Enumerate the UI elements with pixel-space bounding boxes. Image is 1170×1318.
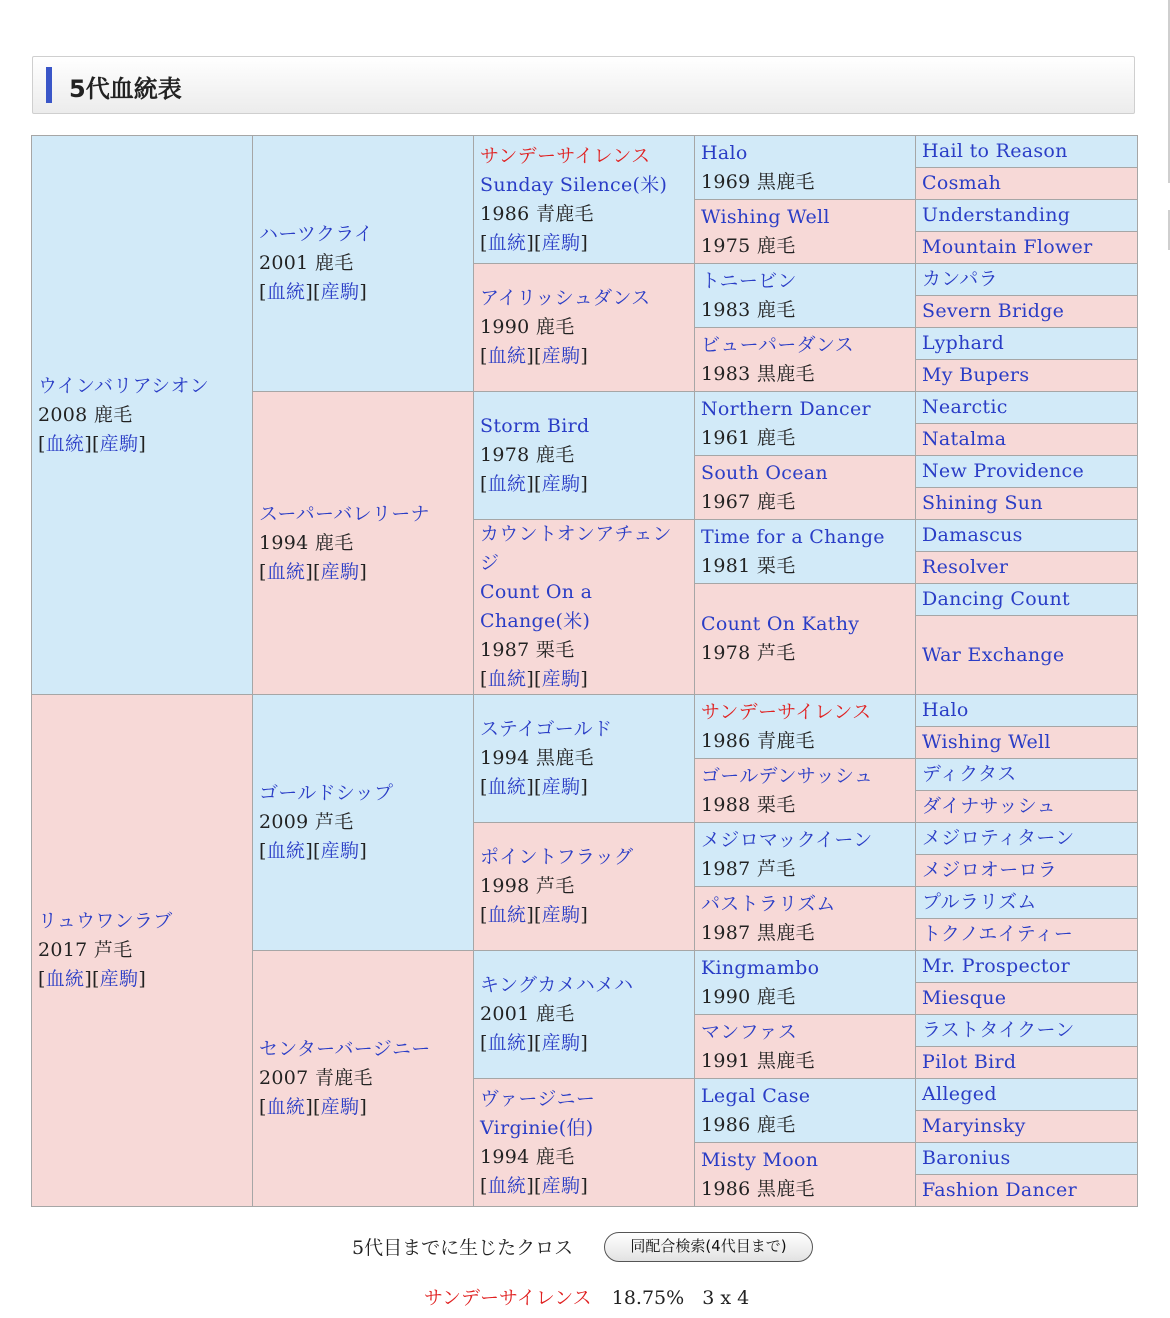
gen5-cell-11 [916, 456, 1138, 488]
gen5-cell-27 [916, 1015, 1138, 1047]
gen3-name-8[interactable]: ヴァージニー [480, 1087, 596, 1110]
gen4-info-10: 1988 栗毛 [701, 793, 796, 816]
gen3-links-1: [血統][産駒] [480, 231, 589, 254]
offspring-link[interactable]: 産駒 [320, 560, 360, 583]
same-mating-search-button[interactable]: 同配合検索(4代目まで) [604, 1232, 813, 1262]
gen2-links-3: [血統][産駒] [259, 840, 368, 862]
gen2-name-4[interactable]: センターバージニー [259, 1038, 431, 1060]
gen2-info-2: 1994 鹿毛 [259, 531, 354, 554]
gen5-cell-15 [916, 584, 1138, 616]
gen4-info-7: 1981 栗毛 [701, 554, 796, 577]
gen2-cell-2 [253, 392, 474, 695]
gen4-cell-14 [695, 1015, 916, 1079]
gen4-info-1: 1969 黒鹿毛 [701, 170, 815, 193]
gen2-cell-4 [253, 951, 474, 1207]
pedigree-link[interactable]: 血統 [266, 560, 306, 583]
gen4-cell-15 [695, 1079, 916, 1143]
gen3-name-2[interactable]: アイリッシュダンス [480, 287, 651, 309]
gen3-name-en-1[interactable]: Sunday Silence(米) [480, 173, 668, 196]
gen5-cell-31 [916, 1143, 1138, 1175]
gen5-name-32[interactable]: Fashion Dancer [922, 1179, 1077, 1201]
gen2-name-2[interactable]: スーパーバレリーナ [259, 502, 430, 525]
gen4-info-3: 1983 鹿毛 [701, 298, 796, 321]
gen4-name-12[interactable]: パストラリズム [701, 892, 836, 915]
gen1-sire-links: [血統][産駒] [38, 432, 147, 455]
pedigree-link[interactable]: 血統 [266, 281, 306, 303]
pedigree-link[interactable]: 血統 [45, 968, 85, 990]
gen5-name-18[interactable]: Wishing Well [922, 731, 1051, 753]
gen3-name-en-8[interactable]: Virginie(伯) [480, 1116, 594, 1139]
cross-result [424, 1283, 749, 1310]
offspring-link[interactable]: 産駒 [541, 668, 581, 690]
gen5-name-2[interactable]: Cosmah [922, 172, 1002, 194]
gen4-cell-7 [695, 520, 916, 584]
cross-horse-name[interactable]: サンデーサイレンス [424, 1287, 592, 1309]
gen4-name-15[interactable]: Legal Case [701, 1084, 811, 1107]
gen5-cell-12 [916, 488, 1138, 520]
gen5-name-27[interactable]: ラストタイクーン [922, 1019, 1075, 1041]
gen1-sire-name[interactable]: ウインバリアシオン [38, 374, 210, 397]
gen4-name-2[interactable]: Wishing Well [701, 205, 830, 228]
gen2-name-3[interactable]: ゴールドシップ [259, 782, 394, 804]
gen4-info-12: 1987 黒鹿毛 [701, 921, 815, 944]
gen4-name-10[interactable]: ゴールデンサッシュ [701, 764, 874, 787]
gen4-name-1[interactable]: Halo [701, 141, 748, 164]
gen5-cell-7 [916, 328, 1138, 360]
offspring-link[interactable]: 産駒 [541, 345, 581, 367]
gen5-cell-22 [916, 855, 1138, 887]
gen3-cell-6 [474, 823, 695, 951]
gen1-dam-links: [血統][産駒] [38, 968, 147, 990]
gen4-info-8: 1978 芦毛 [701, 642, 796, 664]
gen3-name-1[interactable]: サンデーサイレンス [480, 144, 651, 167]
pedigree-link[interactable]: 血統 [487, 776, 527, 798]
gen4-cell-11 [695, 823, 916, 887]
gen5-cell-6 [916, 296, 1138, 328]
gen2-links-2: [血統][産駒] [259, 560, 368, 583]
gen5-cell-21 [916, 823, 1138, 855]
pedigree-link[interactable]: 血統 [487, 345, 527, 367]
gen4-name-14[interactable]: マンファス [701, 1020, 798, 1043]
gen2-info-3: 2009 芦毛 [259, 811, 354, 833]
gen3-info-8: 1994 鹿毛 [480, 1145, 575, 1168]
gen5-name-25[interactable]: Mr. Prospector [922, 955, 1070, 977]
gen5-name-7[interactable]: Lyphard [922, 332, 1005, 354]
gen5-name-16[interactable]: War Exchange [922, 643, 1065, 666]
offspring-link[interactable]: 産駒 [99, 432, 139, 455]
gen5-cell-14 [916, 552, 1138, 584]
gen2-links-4: [血統][産駒] [259, 1096, 368, 1118]
offspring-link[interactable]: 産駒 [320, 281, 360, 303]
gen4-info-5: 1961 鹿毛 [701, 426, 796, 449]
gen5-name-14[interactable]: Resolver [922, 556, 1009, 578]
pedigree-link[interactable]: 血統 [487, 1032, 527, 1054]
gen5-name-21[interactable]: メジロティターン [922, 827, 1075, 849]
gen5-cell-4 [916, 232, 1138, 264]
gen5-cell-30 [916, 1111, 1138, 1143]
gen5-name-22[interactable]: メジロオーロラ [922, 859, 1058, 881]
cross-generations: 3 x 4 [702, 1287, 750, 1309]
gen4-name-11[interactable]: メジロマックイーン [701, 828, 873, 851]
page-title: 5代血統表 [69, 75, 182, 103]
gen3-name-6[interactable]: ポイントフラッグ [480, 846, 634, 868]
gen5-name-3[interactable]: Understanding [922, 204, 1071, 226]
gen5-name-5[interactable]: カンパラ [922, 268, 998, 290]
gen4-name-13[interactable]: Kingmambo [701, 956, 820, 979]
offspring-link[interactable]: 産駒 [99, 968, 139, 990]
gen5-name-4[interactable]: Mountain Flower [922, 236, 1093, 258]
gen3-links-5: [血統][産駒] [480, 776, 589, 798]
gen4-info-14: 1991 黒鹿毛 [701, 1049, 815, 1072]
gen5-cell-13 [916, 520, 1138, 552]
gen5-cell-10 [916, 424, 1138, 456]
gen2-name-1[interactable]: ハーツクライ [259, 223, 374, 245]
gen5-cell-9 [916, 392, 1138, 424]
gen5-cell-8 [916, 360, 1138, 392]
gen3-name-en-4b[interactable]: Change(米) [480, 610, 591, 632]
gen5-name-6[interactable]: Severn Bridge [922, 300, 1065, 322]
gen3-info-3: 1978 鹿毛 [480, 444, 575, 466]
gen5-name-17[interactable]: Halo [922, 699, 969, 721]
gen5-name-29[interactable]: Alleged [922, 1083, 997, 1105]
gen3-links-4: [血統][産駒] [480, 668, 589, 690]
section-header [32, 56, 1135, 114]
gen4-info-4: 1983 黒鹿毛 [701, 362, 815, 385]
gen4-name-7[interactable]: Time for a Change [701, 525, 885, 548]
gen5-cell-5 [916, 264, 1138, 296]
offspring-link[interactable]: 産駒 [541, 904, 581, 926]
offspring-link[interactable]: 産駒 [541, 473, 581, 495]
gen3-cell-4 [474, 520, 695, 695]
gen3-info-5: 1994 黒鹿毛 [480, 747, 594, 769]
gen5-name-28[interactable]: Pilot Bird [922, 1051, 1017, 1073]
gen5-name-15[interactable]: Dancing Count [922, 588, 1070, 610]
gen4-cell-13 [695, 951, 916, 1015]
pedigree-link[interactable]: 血統 [266, 840, 306, 862]
gen3-links-6: [血統][産駒] [480, 904, 589, 926]
gen5-name-19[interactable]: ディクタス [922, 763, 1017, 785]
gen4-cell-3 [695, 264, 916, 328]
gen2-info-4: 2007 青鹿毛 [259, 1067, 373, 1089]
gen5-name-23[interactable]: プルラリズム [922, 891, 1037, 913]
gen4-info-15: 1986 鹿毛 [701, 1113, 796, 1136]
gen3-links-2: [血統][産駒] [480, 345, 589, 367]
gen5-name-31[interactable]: Baronius [922, 1147, 1011, 1169]
gen5-name-1[interactable]: Hail to Reason [922, 140, 1068, 162]
gen3-links-3: [血統][産駒] [480, 473, 589, 495]
gen4-name-16[interactable]: Misty Moon [701, 1148, 819, 1171]
gen5-cell-18 [916, 727, 1138, 759]
gen5-cell-29 [916, 1079, 1138, 1111]
gen5-name-9[interactable]: Nearctic [922, 396, 1008, 418]
gen5-name-13[interactable]: Damascus [922, 524, 1023, 546]
gen3-cell-2 [474, 264, 695, 392]
gen3-name-en-4[interactable]: Count On a [480, 581, 593, 603]
gen3-name-5[interactable]: ステイゴールド [480, 718, 613, 740]
gen4-name-5[interactable]: Northern Dancer [701, 397, 871, 420]
offspring-link[interactable]: 産駒 [320, 840, 360, 862]
gen3-info-1: 1986 青鹿毛 [480, 202, 594, 225]
gen2-cell-1 [253, 136, 474, 392]
pedigree-link[interactable]: 血統 [487, 668, 527, 690]
gen4-info-11: 1987 芦毛 [701, 857, 796, 880]
pedigree-link[interactable]: 血統 [487, 1174, 527, 1197]
cross-percentage: 18.75% [611, 1287, 685, 1309]
gen4-cell-9 [695, 695, 916, 759]
gen2-links-1: [血統][産駒] [259, 281, 368, 303]
gen5-name-24[interactable]: トクノエイティー [922, 923, 1074, 945]
gen5-cell-2 [916, 168, 1138, 200]
offspring-link[interactable]: 産駒 [541, 231, 581, 254]
gen3-name-4-cont[interactable]: ジ [480, 552, 500, 574]
pedigree-link[interactable]: 血統 [487, 473, 527, 495]
offspring-link[interactable]: 産駒 [541, 1032, 581, 1054]
gen4-info-6: 1967 鹿毛 [701, 490, 796, 513]
gen5-name-10[interactable]: Natalma [922, 428, 1007, 450]
gen1-sire-info: 2008 鹿毛 [38, 403, 133, 426]
gen3-name-7[interactable]: キングカメハメハ [480, 974, 634, 996]
gen3-name-4[interactable]: カウントオンアチェン [480, 523, 672, 545]
gen3-cell-7 [474, 951, 695, 1079]
gen3-info-4: 1987 栗毛 [480, 639, 575, 661]
gen4-cell-12 [695, 887, 916, 951]
gen5-cell-1 [916, 136, 1138, 168]
gen5-name-12[interactable]: Shining Sun [922, 492, 1043, 514]
gen5-cell-25 [916, 951, 1138, 983]
gen4-cell-10 [695, 759, 916, 823]
gen5-name-30[interactable]: Maryinsky [922, 1115, 1026, 1137]
gen3-links-8: [血統][産駒] [480, 1174, 589, 1197]
gen3-cell-5 [474, 695, 695, 823]
gen1-dam-name[interactable]: リュウワンラブ [38, 910, 173, 932]
offspring-link[interactable]: 産駒 [320, 1096, 360, 1118]
gen3-cell-1 [474, 136, 695, 264]
gen4-cell-5 [695, 392, 916, 456]
gen4-name-3[interactable]: トニービン [701, 269, 797, 292]
gen5-cell-17 [916, 695, 1138, 727]
gen4-cell-16 [695, 1143, 916, 1207]
gen3-links-7: [血統][産駒] [480, 1032, 589, 1054]
offspring-link[interactable]: 産駒 [541, 776, 581, 798]
gen5-cell-19 [916, 759, 1138, 791]
gen2-info-1: 2001 鹿毛 [259, 252, 354, 274]
pedigree-link[interactable]: 血統 [266, 1096, 306, 1118]
gen4-cell-1 [695, 136, 916, 200]
gen4-info-16: 1986 黒鹿毛 [701, 1177, 815, 1200]
gen4-name-8[interactable]: Count On Kathy [701, 613, 860, 635]
gen4-cell-4 [695, 328, 916, 392]
gen5-cell-23 [916, 887, 1138, 919]
gen4-info-2: 1975 鹿毛 [701, 234, 796, 257]
pedigree-link[interactable]: 血統 [487, 904, 527, 926]
pedigree-table [31, 135, 1138, 1207]
gen3-info-6: 1998 芦毛 [480, 875, 575, 897]
gen5-cell-20 [916, 791, 1138, 823]
gen4-info-9: 1986 青鹿毛 [701, 729, 815, 752]
gen3-name-3[interactable]: Storm Bird [480, 415, 590, 437]
gen3-info-7: 2001 鹿毛 [480, 1003, 575, 1025]
gen5-cell-32 [916, 1175, 1138, 1207]
gen3-cell-8 [474, 1079, 695, 1207]
gen5-name-20[interactable]: ダイナサッシュ [922, 795, 1056, 817]
gen5-cell-26 [916, 983, 1138, 1015]
cross-label: 5代目までに生じたクロス [352, 1237, 574, 1259]
offspring-link[interactable]: 産駒 [541, 1174, 581, 1197]
gen2-cell-3 [253, 695, 474, 951]
gen4-name-9[interactable]: サンデーサイレンス [701, 700, 872, 723]
gen1-dam-info: 2017 芦毛 [38, 939, 133, 961]
gen5-cell-28 [916, 1047, 1138, 1079]
gen4-cell-6 [695, 456, 916, 520]
gen4-cell-2 [695, 200, 916, 264]
pedigree-link[interactable]: 血統 [487, 231, 527, 254]
gen5-name-26[interactable]: Miesque [922, 987, 1007, 1009]
gen5-cell-24 [916, 919, 1138, 951]
gen5-cell-16 [916, 616, 1138, 695]
pedigree-link[interactable]: 血統 [45, 432, 85, 455]
gen4-name-6[interactable]: South Ocean [701, 461, 828, 484]
gen4-cell-8 [695, 584, 916, 695]
gen5-name-11[interactable]: New Providence [922, 460, 1085, 482]
gen4-info-13: 1990 鹿毛 [701, 985, 796, 1008]
gen4-name-4[interactable]: ビューパーダンス [701, 333, 855, 356]
gen5-name-8[interactable]: My Bupers [922, 364, 1030, 386]
gen5-cell-3 [916, 200, 1138, 232]
gen1-dam-cell [32, 695, 253, 1207]
gen1-sire-cell [32, 136, 253, 695]
gen3-info-2: 1990 鹿毛 [480, 316, 575, 338]
header-accent-bar [46, 67, 52, 103]
gen3-cell-3 [474, 392, 695, 520]
